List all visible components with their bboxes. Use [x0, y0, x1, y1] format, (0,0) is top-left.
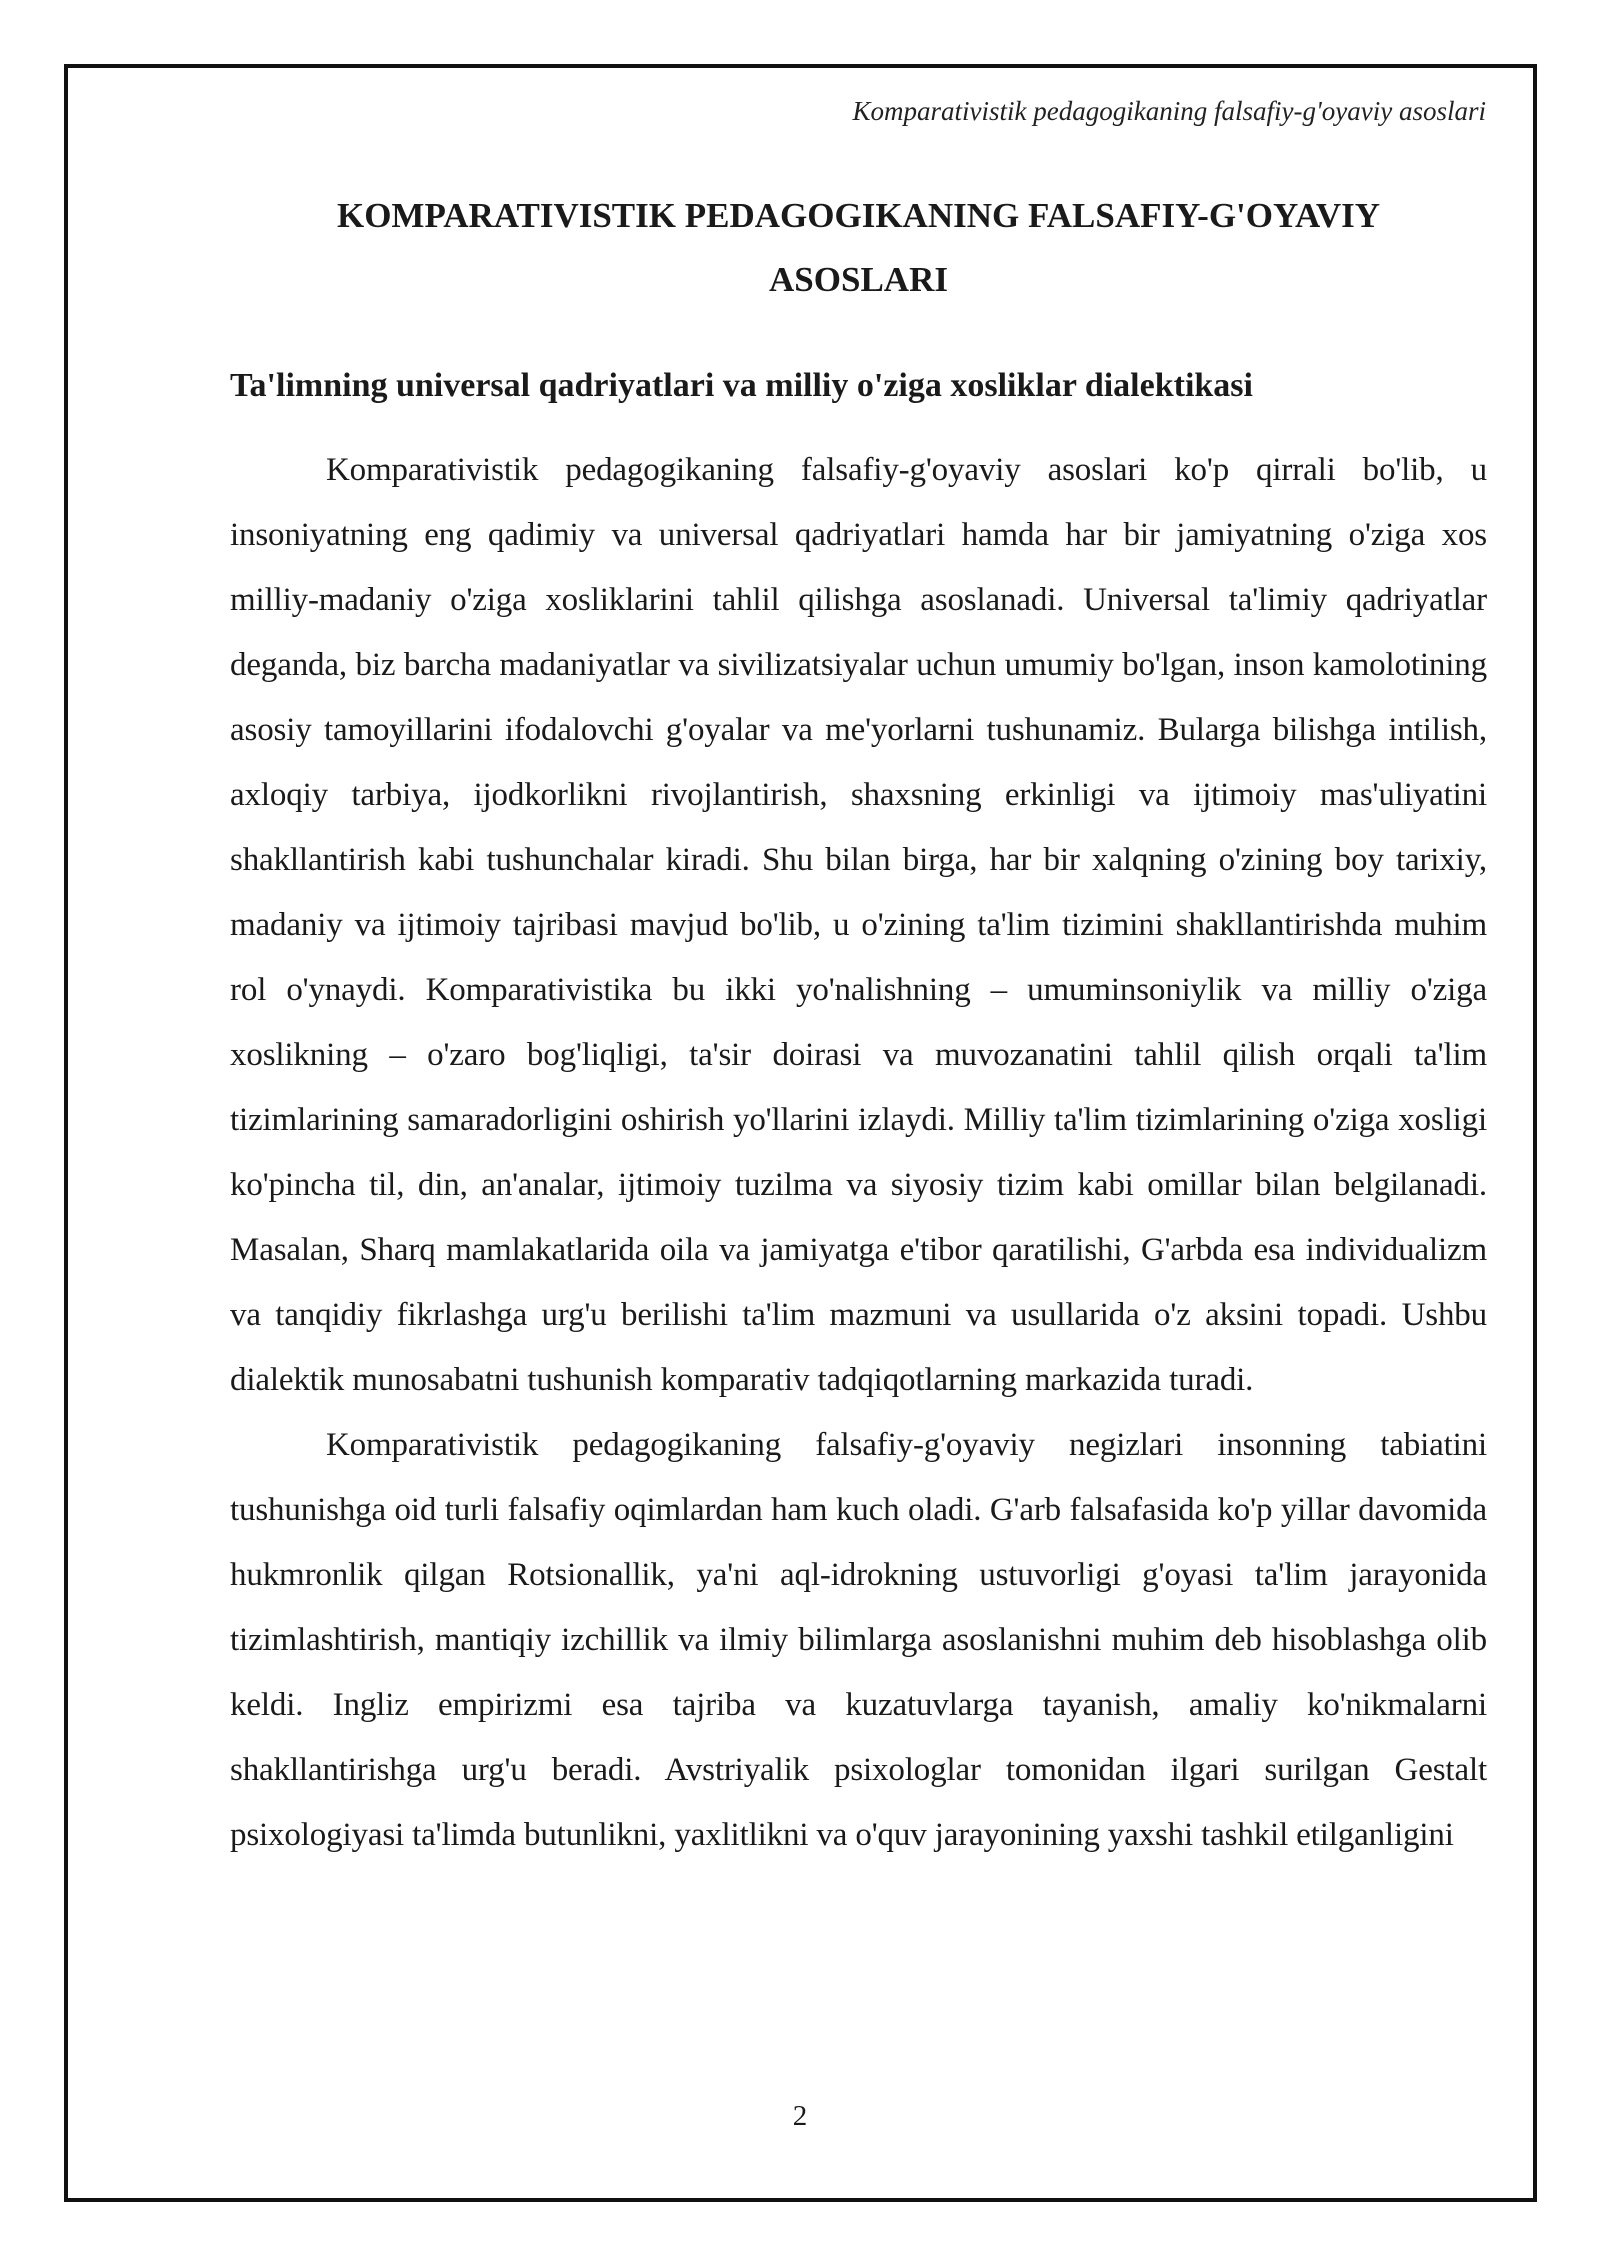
section-heading: Ta'limning universal qadriyatlari va milliy o'ziga xosliklar dialektikasi [230, 367, 1253, 404]
title-line-1: KOMPARATIVISTIK PEDAGOGIKANING FALSAFIY-G'OYAVIY [336, 196, 1380, 235]
title-line-2: ASOSLARI [769, 260, 948, 299]
paragraph-1: Komparativistik pedagogikaning falsafiy-g'oyaviy asoslari ko'p qirrali bo'lib, u insoniyatning eng qadimiy va universal qadriyatlari hamda har bir jamiyatning o'ziga xos milliy-madaniy o'ziga xosliklarini tahlil qilishga asoslanadi. Universal ta'limiy qadriyatlar deganda, biz barcha madaniyatlar va sivilizatsiyalar uchun umumiy bo'lgan, inson kamolotining asosiy tamoyillarini ifodalovchi g'oyalar va me'yorlarni tushunamiz. Bularga bilishga intilish, axloqiy tarbiya, ijodkorlikni rivojlantirish, shaxsning erkinligi va ijtimoiy mas'uliyatini shakllantirish kabi tushunchalar kiradi. Shu bilan birga, har bir xalqning o'zining boy tarixiy, madaniy va ijtimoiy tajribasi mavjud bo'lib, u o'zining ta'lim tizimini shakllantirishda muhim rol o'ynaydi. Komparativistika bu ikki yo'nalishning – umuminsoniylik va milliy o'ziga xoslikning – o'zaro bog'liqligi, ta'sir doirasi va muvozanatini tahlil qilish orqali ta'lim tizimlarining samaradorligini oshirish yo'llarini izlaydi. Milliy ta'lim tizimlarining o'ziga xosligi ko'pincha til, din, an'analar, ijtimoiy tuzilma va siyosiy tizim kabi omillar bilan belgilanadi. Masalan, Sharq mamlakatlarida oila va jamiyatga e'tibor qaratilishi, G'arbda esa individualizm va tanqidiy fikrlashga urg'u berilishi ta'lim mazmuni va usullarida o'z aksini topadi. Ushbu dialektik munosabatni tushunish komparativ tadqiqotlarning markazida turadi. [230, 452, 1487, 1398]
page-number: 2 [792, 2100, 808, 2132]
document-title [230, 184, 1487, 312]
body-text [230, 438, 1487, 1868]
running-header: Komparativistik pedagogikaning falsafiy-g'oyaviy asoslari [852, 96, 1486, 126]
paragraph-2: Komparativistik pedagogikaning falsafiy-g'oyaviy negizlari insonning tabiatini tushunishga oid turli falsafiy oqimlardan ham kuch oladi. G'arb falsafasida ko'p yillar davomida hukmronlik qilgan Rotsionallik, ya'ni aql-idrokning ustuvorligi g'oyasi ta'lim jarayonida tizimlashtirish, mantiqiy izchillik va ilmiy bilimlarga asoslanishni muhim deb hisoblashga olib keldi. Ingliz empirizmi esa tajriba va kuzatuvlarga tayanish, amaliy ko'nikmalarni shakllantirishga urg'u beradi. Avstriyalik psixologlar tomonidan ilgari surilgan Gestalt psixologiyasi ta'limda butunlikni, yaxlitlikni va o'quv jarayonining yaxshi tashkil etilganligini [230, 1427, 1487, 1853]
